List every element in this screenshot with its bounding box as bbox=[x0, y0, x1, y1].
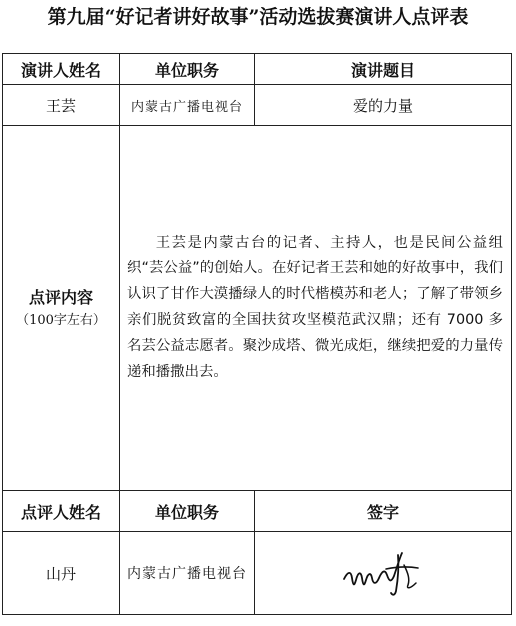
comment-sublabel: （100字左右） bbox=[16, 313, 106, 328]
comment-text: 王芸是内蒙古台的记者、主持人，也是民间公益组织“芸公益”的创始人。在好记者王芸和她的好故事中，我们认识了甘作大漠播绿人的时代楷模苏和老人；了解了带领乡亲们脱贫致富的全国扶贫攻坚模范武汉鼎；还有 7000 多名芸公益志愿者。聚沙成塔、微光成炬，继续把爱的力量传递和播撒出去。 bbox=[127, 234, 503, 380]
comment-content-cell bbox=[120, 126, 512, 491]
speaker-unit-cell: 内蒙古广播电视台 bbox=[120, 85, 255, 126]
speech-topic-header: 演讲题目 bbox=[255, 54, 512, 85]
signature-cell bbox=[255, 532, 512, 615]
reviewer-unit-cell: 内蒙古广播电视台 bbox=[120, 532, 255, 615]
review-form-table bbox=[2, 53, 512, 615]
reviewer-name-header: 点评人姓名 bbox=[3, 491, 120, 532]
reviewer-name-cell: 山丹 bbox=[3, 532, 120, 615]
speaker-unit-header: 单位职务 bbox=[120, 54, 255, 85]
signature-header: 签字 bbox=[255, 491, 512, 532]
comment-label-cell bbox=[3, 126, 120, 491]
speaker-name-header: 演讲人姓名 bbox=[3, 54, 120, 85]
handwritten-signature bbox=[338, 545, 428, 601]
comment-label: 点评内容 bbox=[28, 288, 93, 307]
reviewer-unit-header: 单位职务 bbox=[120, 491, 255, 532]
speaker-name-cell: 王芸 bbox=[3, 85, 120, 126]
form-title: 第九届“好记者讲好故事”活动选拔赛演讲人点评表 bbox=[47, 6, 469, 28]
speech-topic-cell: 爱的力量 bbox=[255, 85, 512, 126]
